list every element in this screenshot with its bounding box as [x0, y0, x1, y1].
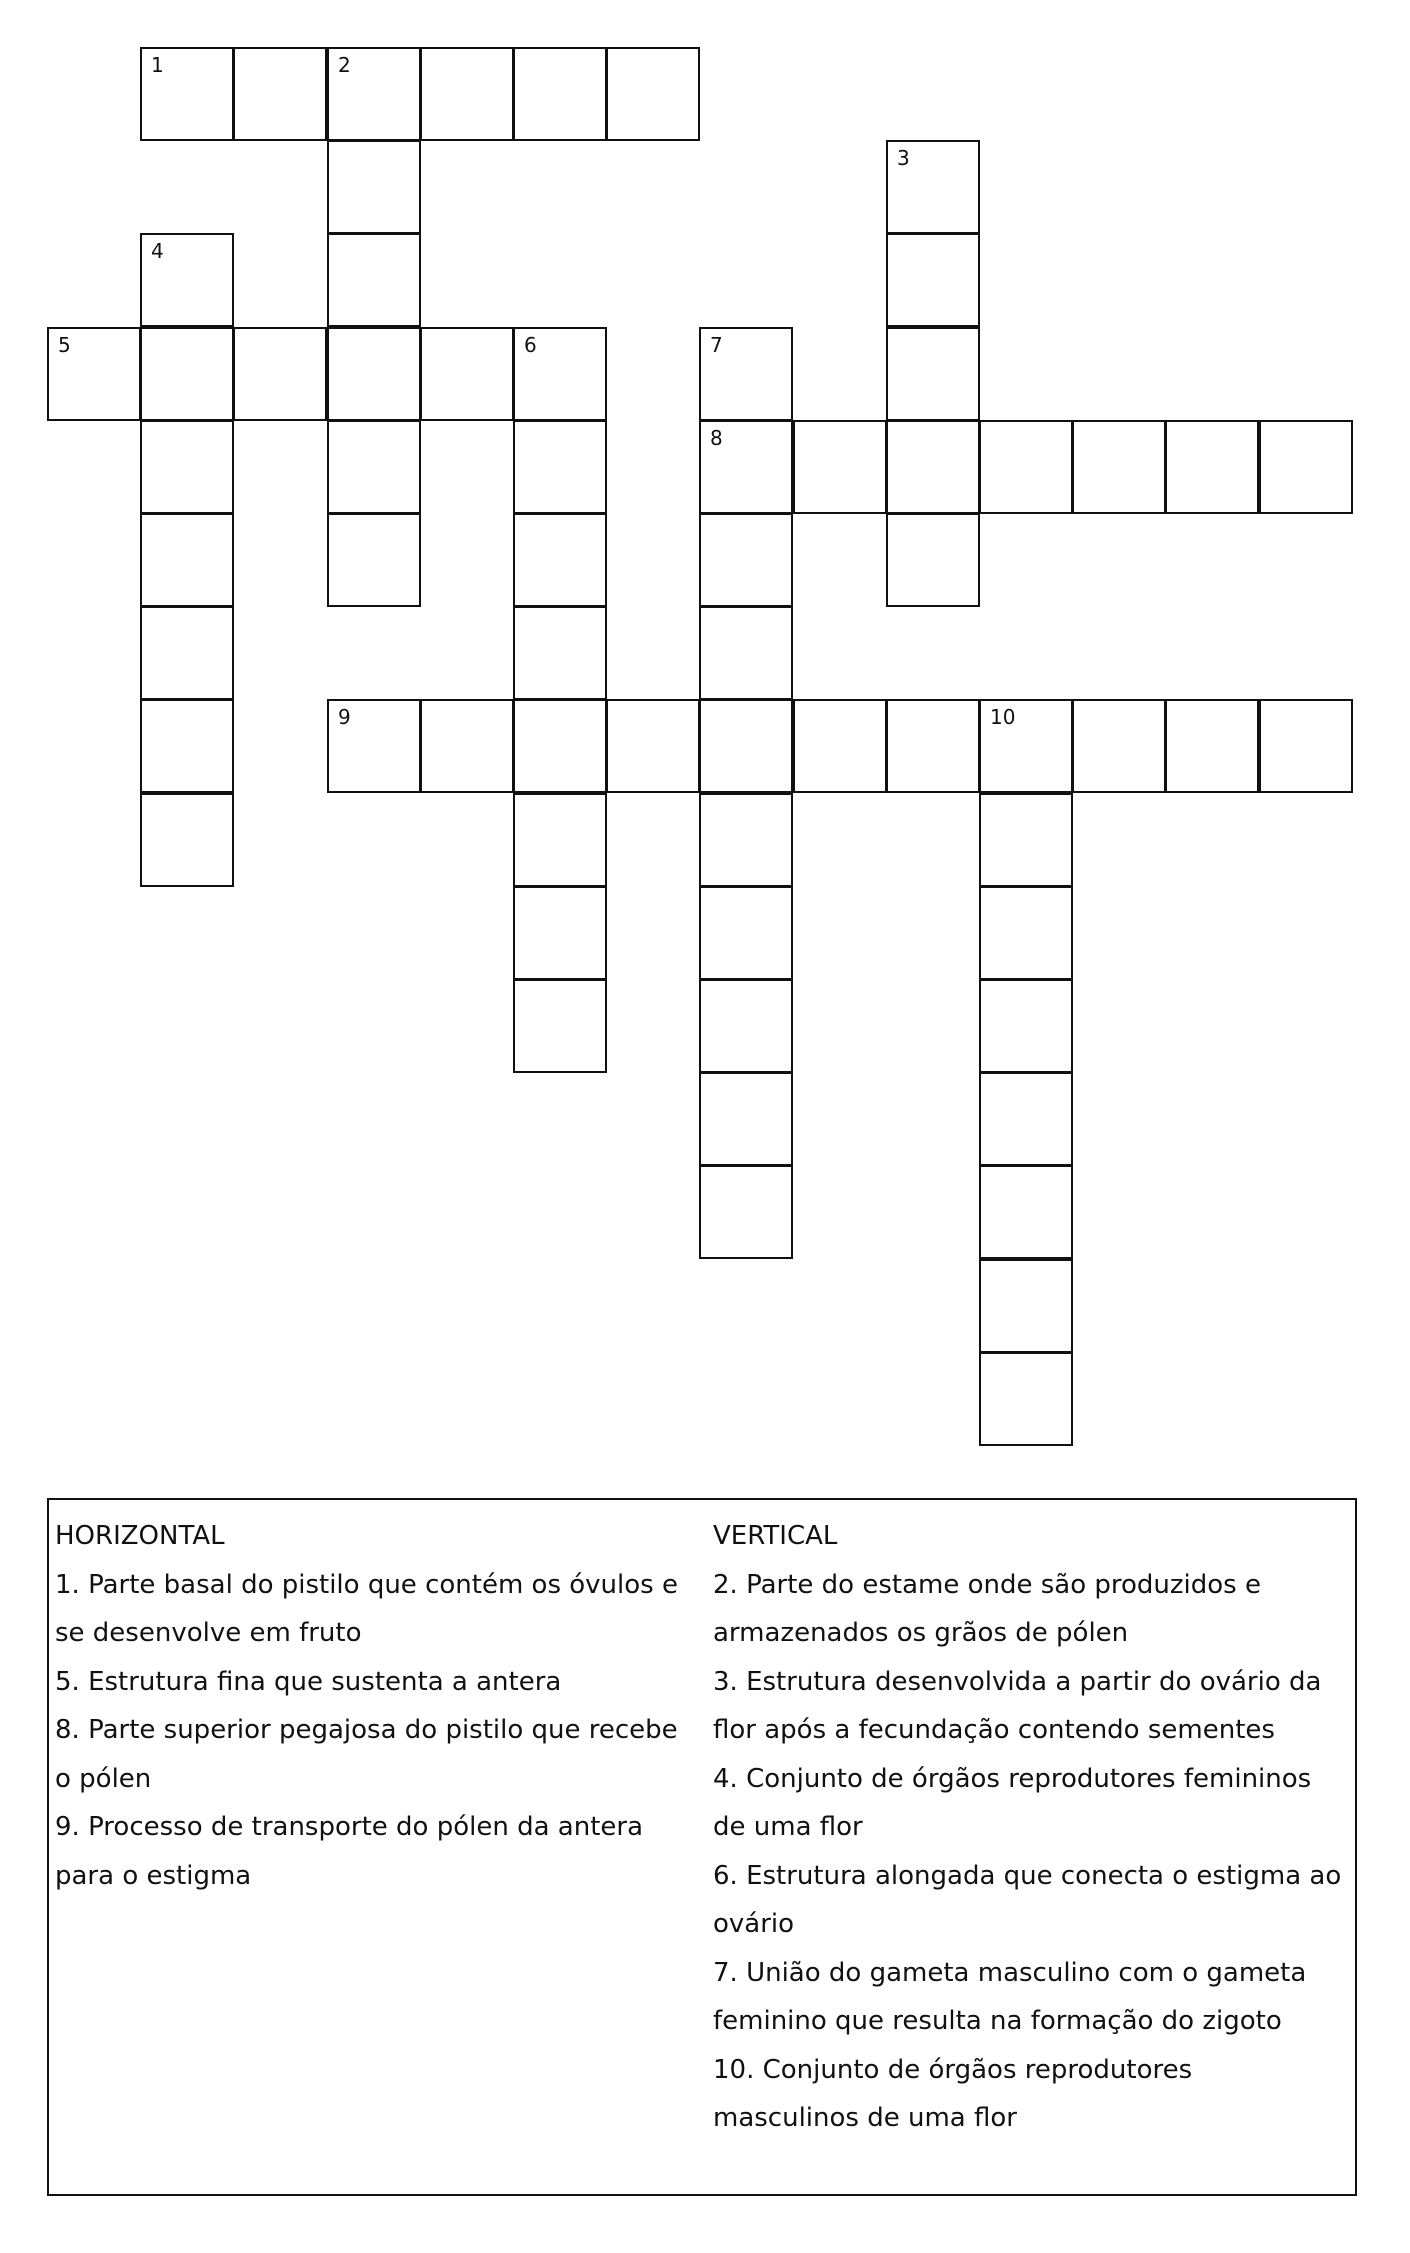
crossword-cell[interactable]: [140, 793, 234, 887]
crossword-cell[interactable]: [886, 420, 980, 514]
vertical-clue-line: 10. Conjunto de órgãos reprodutores: [713, 2054, 1193, 2085]
crossword-cell[interactable]: [140, 327, 234, 421]
crossword-cell[interactable]: [1165, 420, 1259, 514]
crossword-cell[interactable]: [140, 47, 234, 141]
horizontal-clue-line: se desenvolve em fruto: [55, 1618, 362, 1648]
vertical-clue-line: 7. União do gameta masculino com o gameta: [713, 1957, 1307, 1988]
vertical-clue-line: 3. Estrutura desenvolvida a partir do ovário da: [713, 1666, 1322, 1697]
crossword-cell[interactable]: [513, 699, 607, 793]
crossword-cell[interactable]: [327, 513, 421, 607]
horizontal-clue-line: 8. Parte superior pegajosa do pistilo que recebe: [55, 1715, 678, 1745]
crossword-cell[interactable]: [513, 793, 607, 887]
vertical-clue-line: 4. Conjunto de órgãos reprodutores femininos: [713, 1763, 1312, 1794]
vertical-clues: [713, 1512, 1353, 2143]
crossword-cell[interactable]: [513, 47, 607, 141]
clue-number: 3: [897, 146, 910, 170]
crossword-cell[interactable]: [699, 979, 793, 1073]
crossword-cell[interactable]: [793, 420, 887, 514]
horizontal-clue-line: 9. Processo de transporte do pólen da antera: [55, 1812, 644, 1842]
crossword-cell[interactable]: [793, 699, 887, 793]
clue-number: 4: [151, 239, 164, 263]
vertical-clue-line: ovário: [713, 1909, 795, 1939]
crossword-cell[interactable]: [979, 1259, 1073, 1353]
crossword-cell[interactable]: [327, 699, 421, 793]
crossword-cell[interactable]: [420, 47, 514, 141]
crossword-cell[interactable]: [140, 606, 234, 700]
vertical-clue-line: feminino que resulta na formação do zigoto: [713, 2006, 1282, 2036]
clue-number: 9: [338, 705, 351, 729]
crossword-cell[interactable]: [513, 420, 607, 514]
crossword-cell[interactable]: [233, 47, 327, 141]
crossword-cell[interactable]: [1259, 699, 1353, 793]
crossword-cell[interactable]: [513, 606, 607, 700]
crossword-cell[interactable]: [979, 886, 1073, 980]
horizontal-heading: HORIZONTAL: [55, 1521, 225, 1551]
crossword-cell[interactable]: [1165, 699, 1259, 793]
crossword-cell[interactable]: [513, 886, 607, 980]
crossword-cell[interactable]: [606, 699, 700, 793]
crossword-cell[interactable]: [979, 979, 1073, 1073]
horizontal-clue-line: o pólen: [55, 1763, 152, 1794]
crossword-cell[interactable]: [979, 793, 1073, 887]
vertical-clue-line: flor após a fecundação contendo sementes: [713, 1715, 1275, 1745]
horizontal-clue-line: para o estigma: [55, 1860, 252, 1891]
crossword-cell[interactable]: [420, 699, 514, 793]
horizontal-clue-line: 1. Parte basal do pistilo que contém os óvulos e: [55, 1569, 678, 1600]
crossword-cell[interactable]: [699, 606, 793, 700]
clue-number: 1: [151, 53, 164, 77]
crossword-cell[interactable]: [979, 1165, 1073, 1259]
crossword-cell[interactable]: [140, 699, 234, 793]
crossword-cell[interactable]: [699, 513, 793, 607]
crossword-cell[interactable]: [979, 1072, 1073, 1166]
horizontal-clues: [55, 1512, 700, 1900]
crossword-cell[interactable]: [886, 513, 980, 607]
crossword-cell[interactable]: [699, 699, 793, 793]
clue-number: 8: [710, 426, 723, 450]
crossword-cell[interactable]: [699, 886, 793, 980]
crossword-cell[interactable]: [513, 327, 607, 421]
vertical-heading: VERTICAL: [713, 1521, 838, 1551]
crossword-cell[interactable]: [513, 979, 607, 1073]
crossword-cell[interactable]: [699, 327, 793, 421]
vertical-clue-line: de uma flor: [713, 1812, 863, 1842]
crossword-cell[interactable]: [327, 47, 421, 141]
vertical-clue-line: 6. Estrutura alongada que conecta o estigma ao: [713, 1860, 1342, 1891]
crossword-cell[interactable]: [699, 420, 793, 514]
crossword-cell[interactable]: [140, 420, 234, 514]
crossword-cell[interactable]: [979, 420, 1073, 514]
crossword-cell[interactable]: [233, 327, 327, 421]
crossword-cell[interactable]: [699, 1165, 793, 1259]
crossword-cell[interactable]: [886, 699, 980, 793]
clue-number: 7: [710, 333, 723, 357]
crossword-cell[interactable]: [606, 47, 700, 141]
crossword-cell[interactable]: [886, 233, 980, 327]
vertical-clue-line: armazenados os grãos de pólen: [713, 1618, 1129, 1648]
crossword-cell[interactable]: [327, 233, 421, 327]
crossword-cell[interactable]: [327, 140, 421, 234]
crossword-cell[interactable]: [699, 1072, 793, 1166]
crossword-cell[interactable]: [699, 793, 793, 887]
crossword-cell[interactable]: [1259, 420, 1353, 514]
clues-box: [47, 1498, 1357, 2196]
clue-number: 6: [524, 333, 537, 357]
crossword-cell[interactable]: [47, 327, 141, 421]
crossword-cell[interactable]: [979, 699, 1073, 793]
crossword-cell[interactable]: [140, 513, 234, 607]
crossword-cell[interactable]: [1072, 420, 1166, 514]
vertical-clue-line: 2. Parte do estame onde são produzidos e: [713, 1569, 1261, 1600]
horizontal-clue-line: 5. Estrutura fina que sustenta a antera: [55, 1666, 562, 1697]
crossword-cell[interactable]: [327, 327, 421, 421]
crossword-cell[interactable]: [420, 327, 514, 421]
crossword-cell[interactable]: [979, 1352, 1073, 1446]
crossword-cell[interactable]: [513, 513, 607, 607]
crossword-cell[interactable]: [327, 420, 421, 514]
clue-number: 2: [338, 53, 351, 77]
clue-number: 10: [990, 705, 1016, 729]
crossword-cell[interactable]: [886, 140, 980, 234]
crossword-cell[interactable]: [140, 233, 234, 327]
clue-number: 5: [58, 333, 71, 357]
crossword-cell[interactable]: [886, 327, 980, 421]
vertical-clue-line: masculinos de uma flor: [713, 2103, 1017, 2133]
crossword-cell[interactable]: [1072, 699, 1166, 793]
